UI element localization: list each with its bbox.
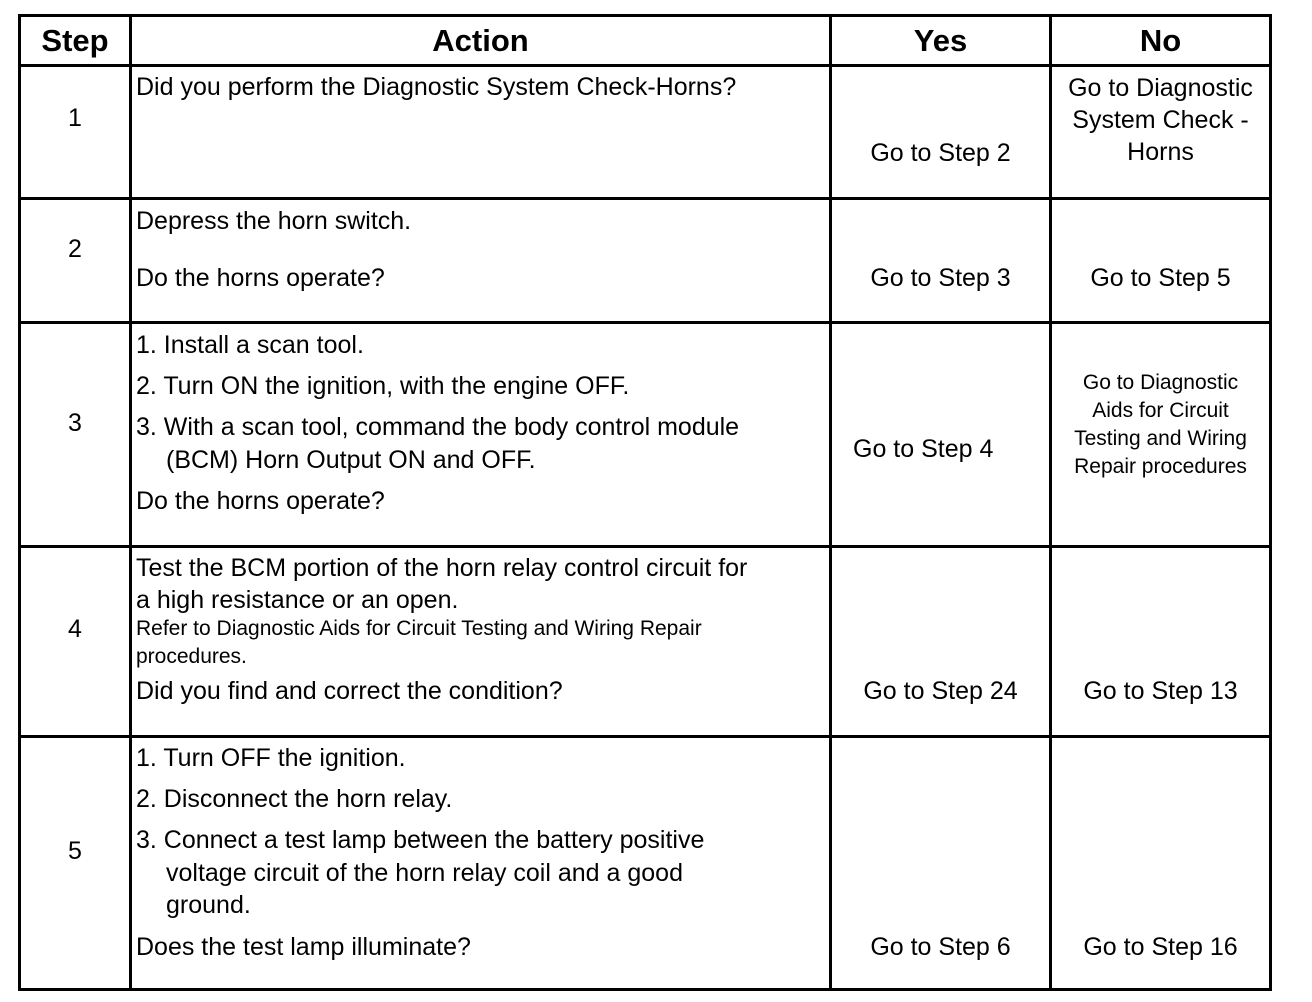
no-result-line: Aids for Circuit [1092,399,1229,422]
action-text: Test the BCM portion of the horn relay control circuit for [136,554,748,582]
no-result-line: Repair procedures [1074,455,1247,478]
action-text: Did you perform the Diagnostic System Check-Horns? [136,73,737,101]
no-result [1052,369,1269,481]
column-divider [129,17,132,988]
action-reference: procedures. [136,645,247,668]
row-divider [21,197,1269,200]
step-number: 2 [68,235,82,263]
yes-result: Go to Step 3 [870,264,1011,292]
action-text: 2. Disconnect the horn relay. [136,785,453,813]
yes-result: Go to Step 6 [870,933,1011,961]
step-number: 3 [68,409,82,437]
action-text: 3. Connect a test lamp between the battery positive [136,826,705,854]
action-text: voltage circuit of the horn relay coil and a good [166,859,683,887]
row-divider [21,321,1269,324]
action-question: Did you find and correct the condition? [136,677,563,705]
row-divider [21,735,1269,738]
action-reference: Refer to Diagnostic Aids for Circuit Testing and Wiring Repair [136,617,702,640]
no-result: Go to Step 13 [1083,677,1238,705]
header-no: No [1139,23,1182,58]
action-text: 3. With a scan tool, command the body control module [136,413,740,441]
no-result: Go to Step 16 [1083,933,1238,961]
action-text: 1. Turn OFF the ignition. [136,744,406,772]
action-question: Do the horns operate? [136,487,385,515]
action-text: Depress the horn switch. [136,207,412,235]
no-result-line: Testing and Wiring [1074,427,1247,450]
no-result-line: Horns [1127,138,1194,166]
row-divider [21,545,1269,548]
header-action: Action [432,23,529,58]
step-number: 5 [68,837,82,865]
step-number: 1 [68,104,82,132]
action-text: 2. Turn ON the ignition, with the engine OFF. [136,372,630,400]
no-result-line: System Check - [1072,106,1249,134]
header-yes: Yes [913,23,968,58]
no-result: Go to Step 5 [1090,264,1231,292]
yes-result: Go to Step 2 [870,139,1011,167]
no-result-line: Go to Diagnostic [1068,74,1253,102]
action-question: Does the test lamp illuminate? [136,933,471,961]
diagnostic-table [18,14,1272,991]
yes-result: Go to Step 24 [863,677,1018,705]
no-result-line: Go to Diagnostic [1082,371,1239,394]
action-text: ground. [166,891,251,919]
step-number: 4 [68,615,82,643]
header-step: Step [41,23,109,58]
action-text: a high resistance or an open. [136,586,459,614]
action-text: 1. Install a scan tool. [136,331,364,359]
no-result [1052,72,1269,168]
action-text: (BCM) Horn Output ON and OFF. [166,446,536,474]
action-question: Do the horns operate? [136,264,385,292]
yes-result: Go to Step 4 [853,435,994,463]
